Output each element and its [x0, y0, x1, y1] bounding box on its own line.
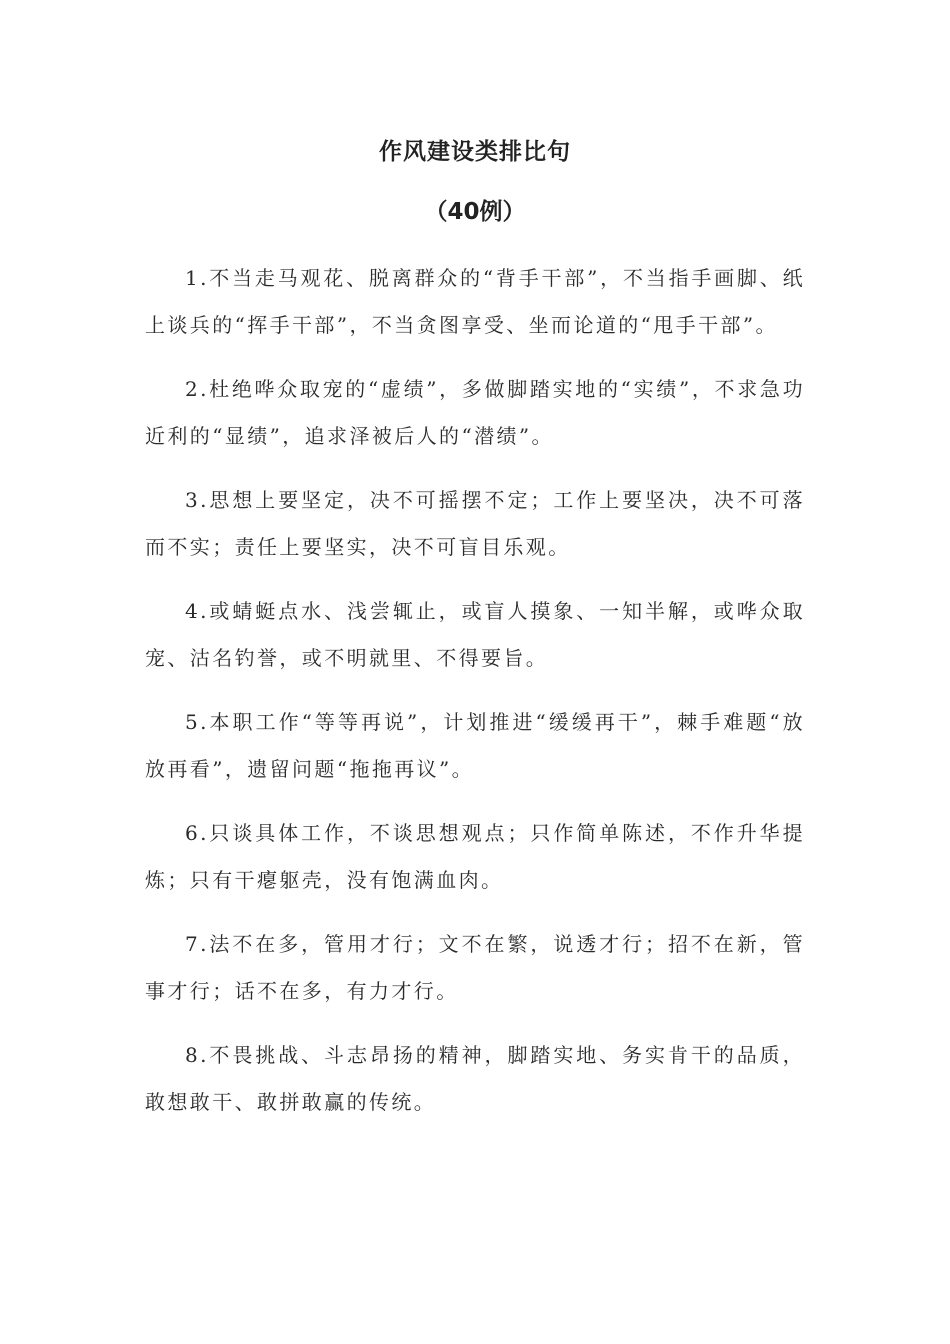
document-title: 作风建设类排比句: [379, 139, 571, 165]
list-item: 6.只谈具体工作，不谈思想观点；只作简单陈述，不作升华提炼；只有干瘪躯壳，没有饱满血肉。: [145, 821, 805, 892]
item-list: [145, 255, 805, 1143]
list-item: 5.本职工作“等等再说”，计划推进“缓缓再干”，棘手难题“放放再看”，遗留问题“拖拖再议”。: [145, 710, 805, 781]
list-item: 7.法不在多，管用才行；文不在繁，说透才行；招不在新，管事才行；话不在多，有力才行。: [145, 932, 805, 1003]
list-item: 3.思想上要坚定，决不可摇摆不定；工作上要坚决，决不可落而不实；责任上要坚实，决不可盲目乐观。: [145, 488, 805, 559]
list-item: 8.不畏挑战、斗志昂扬的精神，脚踏实地、务实肯干的品质，敢想敢干、敢拼敢赢的传统。: [145, 1043, 805, 1114]
document-subtitle: （40例）: [424, 199, 526, 225]
list-item: 4.或蜻蜓点水、浅尝辄止，或盲人摸象、一知半解，或哗众取宠、沽名钓誉，或不明就里、不得要旨。: [145, 599, 805, 670]
list-item: 1.不当走马观花、脱离群众的“背手干部”，不当指手画脚、纸上谈兵的“挥手干部”，不当贪图享受、坐而论道的“甩手干部”。: [145, 266, 805, 337]
list-item: 2.杜绝哗众取宠的“虚绩”，多做脚踏实地的“实绩”，不求急功近利的“显绩”，追求泽被后人的“潜绩”。: [145, 377, 805, 448]
